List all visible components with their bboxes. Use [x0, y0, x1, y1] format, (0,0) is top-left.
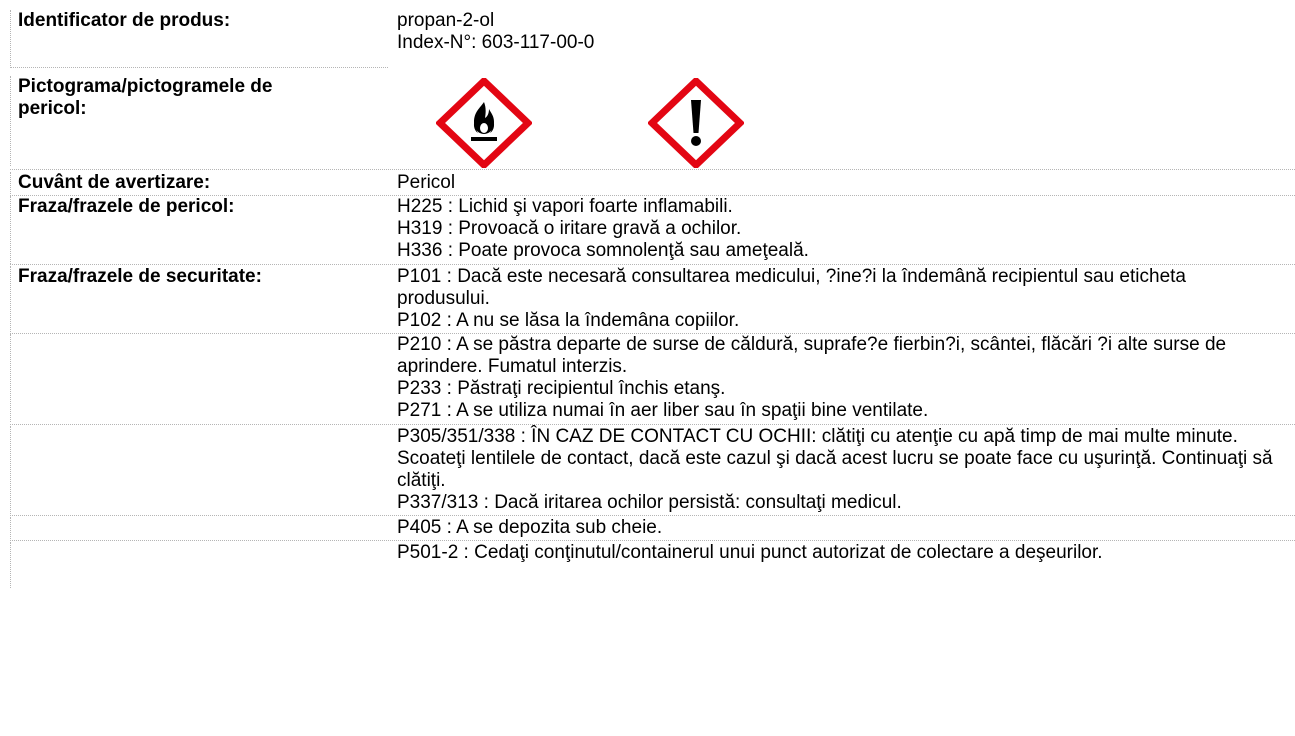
empty-label-cell: [10, 542, 388, 588]
precautionary-statement: P501-2 : Cedaţi conţinutul/containerul unui punct autorizat de colectare a deşeurilor.: [397, 542, 1103, 563]
product-identifier-label-text: Identificator de produs:: [18, 10, 231, 31]
pictograms-value: [388, 76, 1295, 168]
product-identifier-value: [388, 10, 1295, 68]
precautionary-group: [388, 542, 1295, 588]
row-product-identifier: [0, 10, 1295, 68]
precautionary-statements-label-text: Fraza/frazele de securitate:: [18, 266, 262, 287]
hazard-statement: H225 : Lichid şi vapori foarte inflamabili.: [397, 196, 733, 217]
hazard-statement: H336 : Poate provoca somnolenţă sau ameţeală.: [397, 240, 809, 261]
row-signal-word: [0, 172, 1295, 194]
row-precautionary-group: [0, 426, 1295, 514]
hazard-statements-label-text: Fraza/frazele de pericol:: [18, 196, 235, 217]
precautionary-group: [388, 266, 1295, 332]
row-precautionary-group: [0, 517, 1295, 539]
empty-label-cell: [10, 334, 388, 422]
row-pictograms: [0, 76, 1295, 168]
pictograms-label-text: Pictograma/pictogramele de pericol:: [18, 76, 273, 119]
hazard-statements-label: [10, 196, 388, 264]
divider: [10, 424, 1295, 425]
precautionary-statement: P337/313 : Dacă iritarea ochilor persistă: consultaţi medicul.: [397, 492, 902, 513]
flame-icon: [436, 78, 532, 168]
row-hazard-statements: [0, 196, 1295, 264]
divider: [10, 264, 1295, 265]
product-name: propan-2-ol: [397, 10, 495, 31]
hazard-statement: H319 : Provoacă o iritare gravă a ochilor.: [397, 218, 742, 239]
signal-word-label-text: Cuvânt de avertizare:: [18, 172, 211, 193]
divider: [10, 169, 1295, 170]
row-precautionary-statements: [0, 266, 1295, 332]
empty-label-cell: [10, 517, 388, 539]
precautionary-statements-label: [10, 266, 388, 332]
pictograms-label: [10, 76, 388, 166]
row-precautionary-group: [0, 334, 1295, 422]
divider: [10, 67, 388, 68]
signal-word-text: Pericol: [397, 172, 456, 193]
precautionary-statement: P405 : A se depozita sub cheie.: [397, 517, 663, 538]
hazard-statements-value: [388, 196, 1295, 264]
precautionary-group: [388, 426, 1295, 514]
precautionary-statement: P210 : A se păstra departe de surse de căldură, suprafe?e fierbin?i, scântei, flăcări ?i alte surse de aprindere. Fumatul interzis.: [397, 334, 1227, 377]
exclamation-mark-icon: [648, 78, 744, 168]
signal-word-value: [388, 172, 1295, 194]
product-index: Index-N°: 603-117-00-0: [397, 32, 595, 53]
signal-word-label: [10, 172, 388, 194]
precautionary-group: [388, 334, 1295, 422]
precautionary-group: [388, 517, 1295, 539]
row-precautionary-group: [0, 542, 1295, 588]
divider: [10, 515, 1295, 516]
precautionary-statement: P305/351/338 : ÎN CAZ DE CONTACT CU OCHII: clătiţi cu atenţie cu apă timp de mai multe minute. Scoateţi lentilele de contact, dacă este cazul şi dacă acest lucru se poate face cu uşurinţă. Continuaţi să clătiţi.: [397, 426, 1273, 491]
product-identifier-label: [10, 10, 388, 68]
precautionary-statement: P271 : A se utiliza numai în aer liber sau în spaţii bine ventilate.: [397, 400, 929, 421]
divider: [10, 540, 1295, 541]
precautionary-statement: P101 : Dacă este necesară consultarea medicului, ?ine?i la îndemână recipientul sau eticheta produsului.: [397, 266, 1186, 309]
precautionary-statement: P102 : A nu se lăsa la îndemâna copiilor.: [397, 310, 740, 331]
precautionary-statement: P233 : Păstraţi recipientul închis etanş.: [397, 378, 726, 399]
empty-label-cell: [10, 426, 388, 514]
